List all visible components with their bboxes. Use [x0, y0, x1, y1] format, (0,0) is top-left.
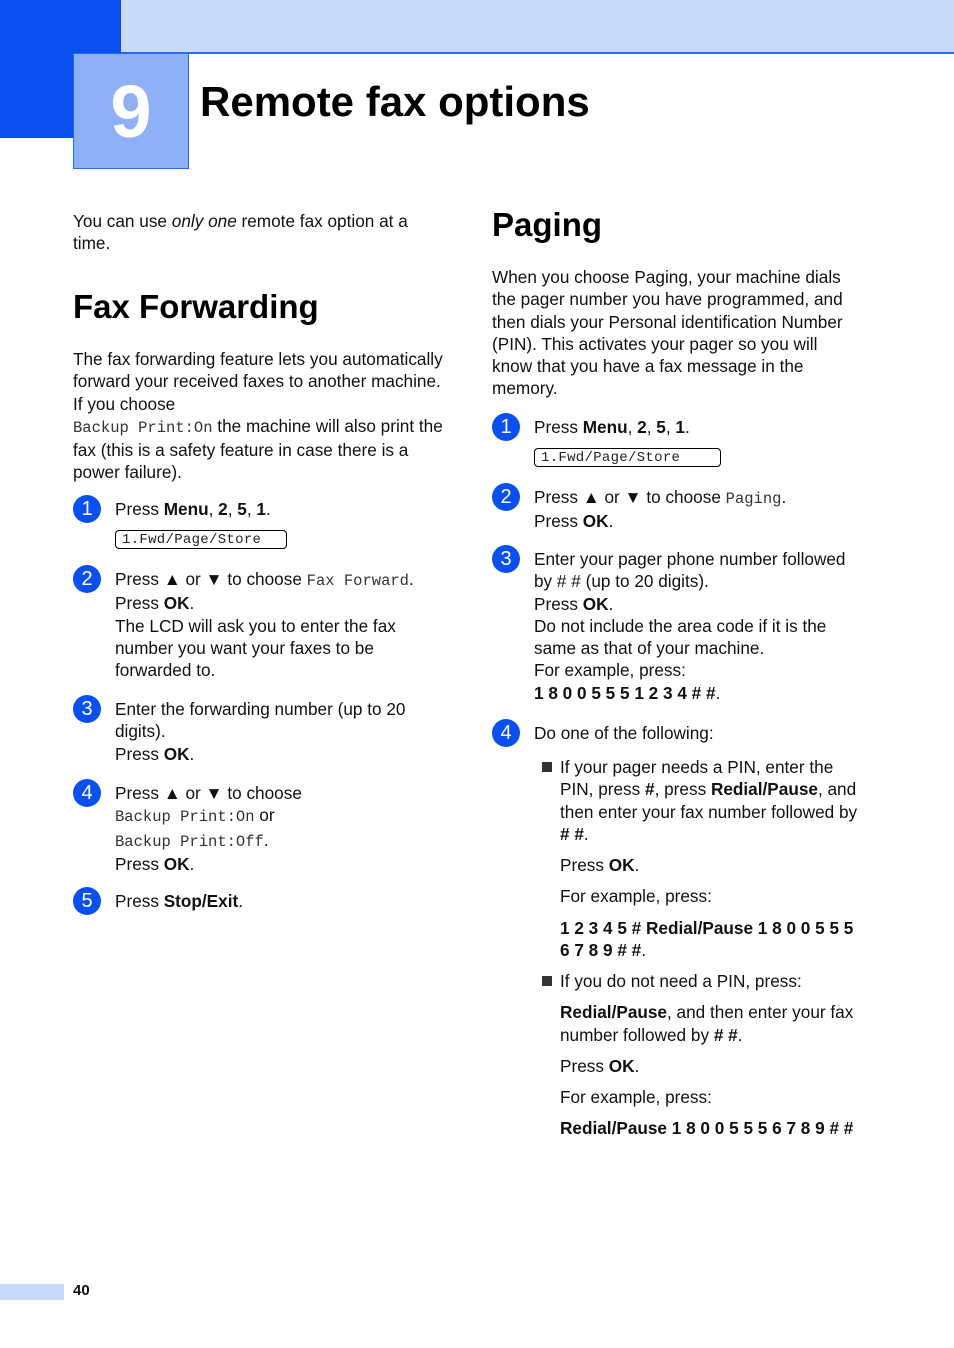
step-number-badge: 1	[73, 495, 101, 523]
pg-step-2: 2 Press ▲ or ▼ to choose Paging. Press OK.	[492, 483, 862, 533]
lcd-display: 1.Fwd/Page/Store	[115, 530, 287, 549]
pg-step-1: 1 Press Menu, 2, 5, 1. 1.Fwd/Page/Store	[492, 413, 862, 473]
footer-bar	[0, 1284, 64, 1300]
square-bullet-icon	[542, 762, 552, 772]
chapter-title: Remote fax options	[200, 78, 590, 125]
ff-step-5: 5 Press Stop/Exit.	[73, 887, 445, 927]
step-number-badge: 3	[492, 545, 520, 573]
ff-step-3: 3 Enter the forwarding number (up to 20 digits). Press OK.	[73, 695, 445, 775]
paging-heading: Paging	[492, 206, 603, 243]
pg-step-4: 4 Do one of the following:	[492, 719, 862, 759]
lcd-display: 1.Fwd/Page/Store	[534, 448, 721, 467]
step-number-badge: 4	[73, 779, 101, 807]
step-number-badge: 2	[73, 565, 101, 593]
ff-step-4: 4 Press ▲ or ▼ to choose Backup Print:On or Backup Print:Off. Press OK.	[73, 779, 445, 879]
chapter-number: 9	[110, 69, 152, 153]
right-column: Paging When you choose Paging, your machine dials the pager number you have programmed, and then dials your Personal identification Number (PIN). This activates your pager so you will know that you have a fax message in the memory. 1 Press Menu, 2, 5, 1. 1.Fwd/Page/Store 2 Press ▲ or ▼ to choose Paging. Press OK. 3 Enter your pager phone number followed by # # (up to 20 digits). Press OK. Do not include the area code if it is the same as that of your machine. For example, press: 1 8 0 0 5 5 5 1 2 3 4 # #. 4 Do one of the following: If your pager needs a PIN, enter the PIN, press #, press Redial/Pause, and then enter your fax number followed by # #. Press OK. For example, press: 1 2 3 4 5 # Redial/Pause 1 8 0 0 5 5 5 6 7 8 9 # #. If you do not need a PIN, press: Redial/Pause, and then enter your fax number followed by # #. Press OK. For example, press: Redial/Pause 1 8 0 0 5 5 5 6 7 8 9 # #	[492, 206, 872, 244]
chapter-number-box	[73, 53, 189, 169]
fax-forwarding-body: The fax forwarding feature lets you automatically forward your received faxes to another machine. If you choose Backup Print:On the machine will also print the fax (this is a safety feature in case there is a power failure).	[73, 349, 443, 483]
step-number-badge: 3	[73, 695, 101, 723]
pg-step-3: 3 Enter your pager phone number followed by # # (up to 20 digits). Press OK. Do not include the area code if it is the same as that of your machine. For example, press: 1 8 0 0 5 5 5 1 2 3 4 # #.	[492, 545, 862, 705]
step-number-badge: 2	[492, 483, 520, 511]
page-number: 40	[73, 1282, 90, 1299]
intro-paragraph: You can use only one remote fax option at a time.	[73, 211, 408, 254]
step-number-badge: 5	[73, 887, 101, 915]
step-number-badge: 4	[492, 719, 520, 747]
header-band	[121, 0, 954, 54]
ff-step-1: 1 Press Menu, 2, 5, 1. 1.Fwd/Page/Store	[73, 495, 445, 555]
paging-body: When you choose Paging, your machine dials the pager number you have programmed, and then dials your Personal identification Number (PIN). This activates your pager so you will know that you have a fax message in the memory.	[492, 267, 843, 399]
ff-step-2: 2 Press ▲ or ▼ to choose Fax Forward. Press OK. The LCD will ask you to enter the fax number you want your faxes to be forwarded to.	[73, 565, 445, 685]
square-bullet-icon	[542, 976, 552, 986]
left-column	[73, 210, 445, 912]
fax-forwarding-heading: Fax Forwarding	[73, 288, 319, 325]
step-number-badge: 1	[492, 413, 520, 441]
